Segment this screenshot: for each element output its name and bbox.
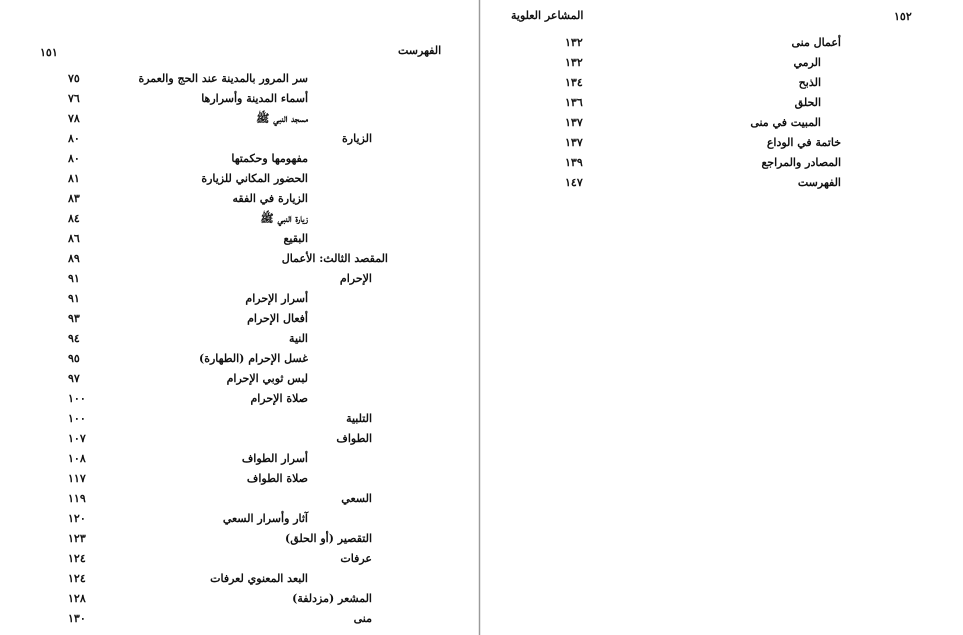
toc-entry-page-number: ٨٠	[68, 152, 80, 165]
toc-entry-page-number: ١٢٤	[68, 552, 86, 565]
toc-entry	[481, 54, 963, 72]
toc-entry-title: صلاة الإحرام	[250, 392, 308, 405]
toc-entry	[0, 230, 478, 248]
toc-entry	[0, 70, 478, 88]
toc-entry-page-number: ١٣٢	[565, 36, 583, 49]
toc-entry-title: التقصير (أو الحلق)	[285, 532, 372, 545]
toc-entry-page-number: ١٢٣	[68, 532, 86, 545]
toc-entry-title: النية	[289, 332, 308, 345]
toc-entry-title: عرفات	[340, 552, 372, 565]
toc-entry-page-number: ٨٣	[68, 192, 80, 205]
toc-entry	[0, 610, 478, 628]
toc-entry-page-number: ٩٧	[68, 372, 80, 385]
toc-entry-title: الحضور المكاني للزيارة	[201, 172, 308, 185]
toc-entry	[481, 74, 963, 92]
page-divider	[479, 0, 480, 635]
toc-entry-title: خاتمة في الوداع	[766, 136, 841, 149]
toc-entry	[481, 154, 963, 172]
toc-entry	[0, 290, 478, 308]
toc-entry-title: الحلق	[794, 96, 821, 109]
toc-entry-page-number: ١٢٠	[68, 512, 86, 525]
toc-entry-title: التلبية	[346, 412, 372, 425]
toc-entry	[481, 114, 963, 132]
toc-entry-page-number: ١٤٧	[565, 176, 583, 189]
toc-entry-page-number: ١٣٧	[565, 116, 583, 129]
toc-entry	[0, 170, 478, 188]
toc-entry-title: المصادر والمراجع	[761, 156, 841, 169]
right-page	[481, 0, 963, 635]
toc-entry-title: أسرار الإحرام	[245, 292, 308, 305]
toc-entry	[0, 350, 478, 368]
toc-entry-title: الرمي	[793, 56, 821, 69]
toc-entry	[0, 570, 478, 588]
toc-entry-title: زيارة النبي ﷺ	[260, 212, 308, 225]
toc-entry-page-number: ١٣٩	[565, 156, 583, 169]
toc-entry	[0, 430, 478, 448]
toc-entry-page-number: ٨٦	[68, 232, 80, 245]
toc-entry-page-number: ٨٩	[68, 252, 80, 265]
toc-entry	[0, 90, 478, 108]
toc-entry-title: المقصد الثالث: الأعمال	[281, 252, 388, 265]
toc-entry-page-number: ٧٥	[68, 72, 80, 85]
toc-entry	[0, 150, 478, 168]
toc-entry	[481, 174, 963, 192]
toc-entry-page-number: ١١٧	[68, 472, 86, 485]
toc-entry-page-number: ١٠٠	[68, 412, 86, 425]
toc-entry-title: البقيع	[283, 232, 308, 245]
toc-entry-title: أعمال منى	[791, 36, 841, 49]
toc-entry-title: أسرار الطواف	[241, 452, 308, 465]
toc-entry-title: الزيارة	[342, 132, 372, 145]
toc-entry-page-number: ١٢٤	[68, 572, 86, 585]
page-number: ١٥٢	[894, 10, 912, 23]
toc-entry-page-number: ١٢٨	[68, 592, 86, 605]
toc-entry-title: آثار وأسرار السعي	[222, 512, 308, 525]
toc-entry-title: أسماء المدينة وأسرارها	[201, 92, 308, 105]
toc-entry-page-number: ١٠٨	[68, 452, 86, 465]
toc-entry-page-number: ٧٨	[68, 112, 80, 125]
toc-entry	[0, 450, 478, 468]
table-of-contents	[0, 0, 478, 635]
toc-entry-title: الإحرام	[339, 272, 372, 285]
toc-entry	[481, 34, 963, 52]
toc-entry-page-number: ١٠٠	[68, 392, 86, 405]
toc-entry-title: لبس ثوبي الإحرام	[226, 372, 308, 385]
toc-entry-title: الذبح	[798, 76, 821, 89]
toc-entry	[0, 510, 478, 528]
toc-entry-page-number: ٧٦	[68, 92, 80, 105]
toc-entry	[0, 110, 478, 128]
toc-entry-title: البعد المعنوي لعرفات	[210, 572, 308, 585]
toc-entry	[481, 134, 963, 152]
toc-entry-page-number: ٩١	[68, 292, 80, 305]
toc-entry-title: صلاة الطواف	[246, 472, 308, 485]
toc-entry-page-number: ١١٩	[68, 492, 86, 505]
toc-entry	[0, 590, 478, 608]
toc-entry	[0, 250, 478, 268]
toc-entry-title: غسل الإحرام (الطهارة)	[199, 352, 308, 365]
toc-entry	[0, 210, 478, 228]
toc-entry-page-number: ٨١	[68, 172, 80, 185]
toc-entry	[0, 470, 478, 488]
toc-entry-title: الطواف	[336, 432, 372, 445]
toc-entry-page-number: ٩٣	[68, 312, 80, 325]
toc-entry	[0, 410, 478, 428]
toc-entry-page-number: ١٣٤	[565, 76, 583, 89]
toc-entry	[0, 390, 478, 408]
toc-entry	[0, 130, 478, 148]
toc-entry	[0, 330, 478, 348]
toc-entry	[0, 550, 478, 568]
toc-entry-title: مفهومها وحكمتها	[231, 152, 308, 165]
toc-entry	[0, 310, 478, 328]
toc-entry-page-number: ٩٥	[68, 352, 80, 365]
toc-entry-title: أفعال الإحرام	[247, 312, 308, 325]
toc-entry-page-number: ٩٤	[68, 332, 80, 345]
toc-entry-title: الفهرست	[797, 176, 841, 189]
toc-entry	[481, 94, 963, 112]
toc-entry	[0, 270, 478, 288]
toc-entry	[0, 530, 478, 548]
toc-entry-page-number: ٨٠	[68, 132, 80, 145]
toc-entry-page-number: ١٣٠	[68, 612, 86, 625]
table-of-contents	[481, 0, 963, 635]
toc-entry-title: منى	[353, 612, 372, 625]
toc-entry-page-number: ١٣٧	[565, 136, 583, 149]
running-title: المشاعر العلوية	[511, 9, 584, 22]
toc-entry-title: مسجد النبي ﷺ	[256, 112, 308, 125]
left-page	[0, 0, 478, 635]
page-number: ١٥١	[40, 46, 58, 59]
toc-entry-page-number: ١٣٦	[565, 96, 583, 109]
toc-entry-page-number: ١٣٢	[565, 56, 583, 69]
running-title: الفهرست	[398, 44, 442, 57]
toc-entry-title: سر المرور بالمدينة عند الحج والعمرة	[138, 72, 308, 85]
toc-entry	[0, 490, 478, 508]
toc-entry-page-number: ٨٤	[68, 212, 80, 225]
toc-entry	[0, 190, 478, 208]
toc-entry-title: السعي	[341, 492, 372, 505]
toc-entry-title: الزيارة في الفقه	[232, 192, 308, 205]
toc-entry-title: المشعر (مزدلفة)	[292, 592, 372, 605]
toc-entry-page-number: ١٠٧	[68, 432, 86, 445]
toc-entry-title: المبيت في منى	[750, 116, 821, 129]
toc-entry-page-number: ٩١	[68, 272, 80, 285]
toc-entry	[0, 370, 478, 388]
